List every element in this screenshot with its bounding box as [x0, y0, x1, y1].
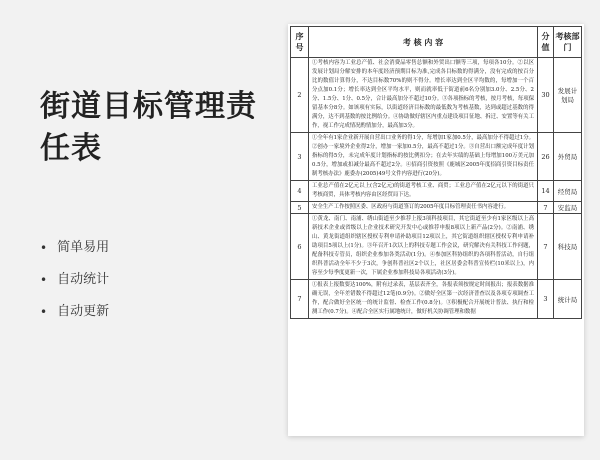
- table-row: [291, 280, 582, 319]
- row-score: 3: [538, 280, 554, 319]
- row-content: ①黄龙、南门、南浦、绣山街道至少推荐上报3项科技项目，其它街道至少有1家区级以上高新技术企业或省级以上企业技术研究开发中心或推荐申报8项以上新产品(2分)。②南浦、绣山、黄龙街道组织辖区授权专利申请补助项目12项以上，其它街道组织辖区授权专利申请补助项目5项以上(1分)。③年召开1次以上的科技专题工作会议，研究解决有关科技工作问题，配备科技专管员，组织企业参加各类活动(1分)。④参加区科协组织的各项科普活动，自行组织科普活动全年不少于3次，争创科普社区2个以上，社区居委会科普宣传栏(10米以上)，内容至少每季度更新一次，下属企业参加科技局各项活动(3分)。: [309, 214, 538, 280]
- row-dept: 安监局: [554, 202, 582, 214]
- table-row: [291, 181, 582, 202]
- header-content: 考 核 内 容: [309, 27, 538, 58]
- row-num: 6: [291, 214, 309, 280]
- table-row: [291, 202, 582, 214]
- row-content: 工业总产值在2亿元以上(含2亿元)的街道考核工业、商贸；工业总产值在2亿元以下的街道只考核商贸，具体考核内容由区经贸局下达。: [309, 181, 538, 202]
- row-content: 安全生产工作按照区委、区政府与街道签订的2005年度目标管理责任书内容进行。: [309, 202, 538, 214]
- row-score: 7: [538, 202, 554, 214]
- row-num: 5: [291, 202, 309, 214]
- bullet-icon: •: [40, 273, 48, 287]
- row-num: 3: [291, 133, 309, 181]
- feature-label: 自动统计: [57, 272, 110, 287]
- row-dept: 经贸局: [554, 181, 582, 202]
- row-num: 2: [291, 58, 309, 133]
- feature-item: [40, 232, 109, 264]
- row-dept: 科技局: [554, 214, 582, 280]
- row-content: ①考核内容为工业总产值、社会消费品零售总额和外贸出口额等三项，每项各10分。②以区发展计划局分解安排的本年度经济预期目标为准,完成各目标数的得满分，没有完成的按百分比的数值计算得分，不达目标数70%的则不得分。增长率达到全区平均数的，每增加一个百分点加0.1分；增长率达到全区平均水平，则而就率低于街道前6名分别加3.0分、2.5分、2分、1.5分、1分、0.5分，合计最高加分不超过10分。③各项指标的考核，按月考核，每项保留基本分8分。如该项有实际，以街道经济目标数的最低数为考核基数，达到或超过基数的得满分，达不到基数的按比例给分。④协助做好辖区内重点建设项目征地、拆迁、安置等有关工作，视工作完成情况酌情加分，最高加3分。: [309, 58, 538, 133]
- page-title: 街道目标管理责任表: [40, 89, 257, 166]
- row-dept: 统计局: [554, 280, 582, 319]
- header-dept: 考核部门: [554, 27, 582, 58]
- table-row: [291, 133, 582, 181]
- row-score: 30: [538, 58, 554, 133]
- table-row: [291, 214, 582, 280]
- row-dept: 外贸局: [554, 133, 582, 181]
- table-header-row: [291, 27, 582, 58]
- header-num: 序号: [291, 27, 309, 58]
- row-num: 7: [291, 280, 309, 319]
- row-score: 14: [538, 181, 554, 202]
- feature-list: [40, 232, 109, 328]
- row-content: ①报表上报数要达100%，附有过录表，基层表齐全，各报表须按规定时间报出；报表数据准确无误，全年差错数不得超过12笔(0.9分)。②做好全区第一次经济普查以及各项专项调查工作，配合做好全区统一的统计监督、检查工作(0.8分)。③积极配合开展统计普法、执行和检测工作(0.7分)。④配合全区实行属地统计，做好机关协调管理和数据: [309, 280, 538, 319]
- row-score: 7: [538, 214, 554, 280]
- document-preview: [288, 24, 584, 436]
- feature-label: 自动更新: [57, 304, 110, 319]
- header-score: 分值: [538, 27, 554, 58]
- bullet-icon: •: [40, 241, 48, 255]
- feature-label: 简单易用: [57, 240, 110, 255]
- assessment-table: [290, 26, 582, 319]
- bullet-icon: •: [40, 305, 48, 319]
- row-content: ①全年有1家企业新开展自营出口业务的得1分，每增加1家加0.5分，最高加分不得超过1分。②创办一家境外企业得2分，增加一家加0.5分，最高不超过1分。③自营出口额完成年度计划指标的得5分，未完成年度计划指标的按比例扣分；在去年实绩的基础上每增加100万美元加0.5分，增加或扣减分最高不超过2分。④招商引资按照《鹿城区2005年度招商引资目标责任制考核办法》鹿委办(2005)49号文件内容进行(20分)。: [309, 133, 538, 181]
- row-score: 26: [538, 133, 554, 181]
- feature-item: [40, 264, 109, 296]
- table-row: [291, 58, 582, 133]
- row-dept: 发展计划局: [554, 58, 582, 133]
- feature-item: [40, 296, 109, 328]
- row-num: 4: [291, 181, 309, 202]
